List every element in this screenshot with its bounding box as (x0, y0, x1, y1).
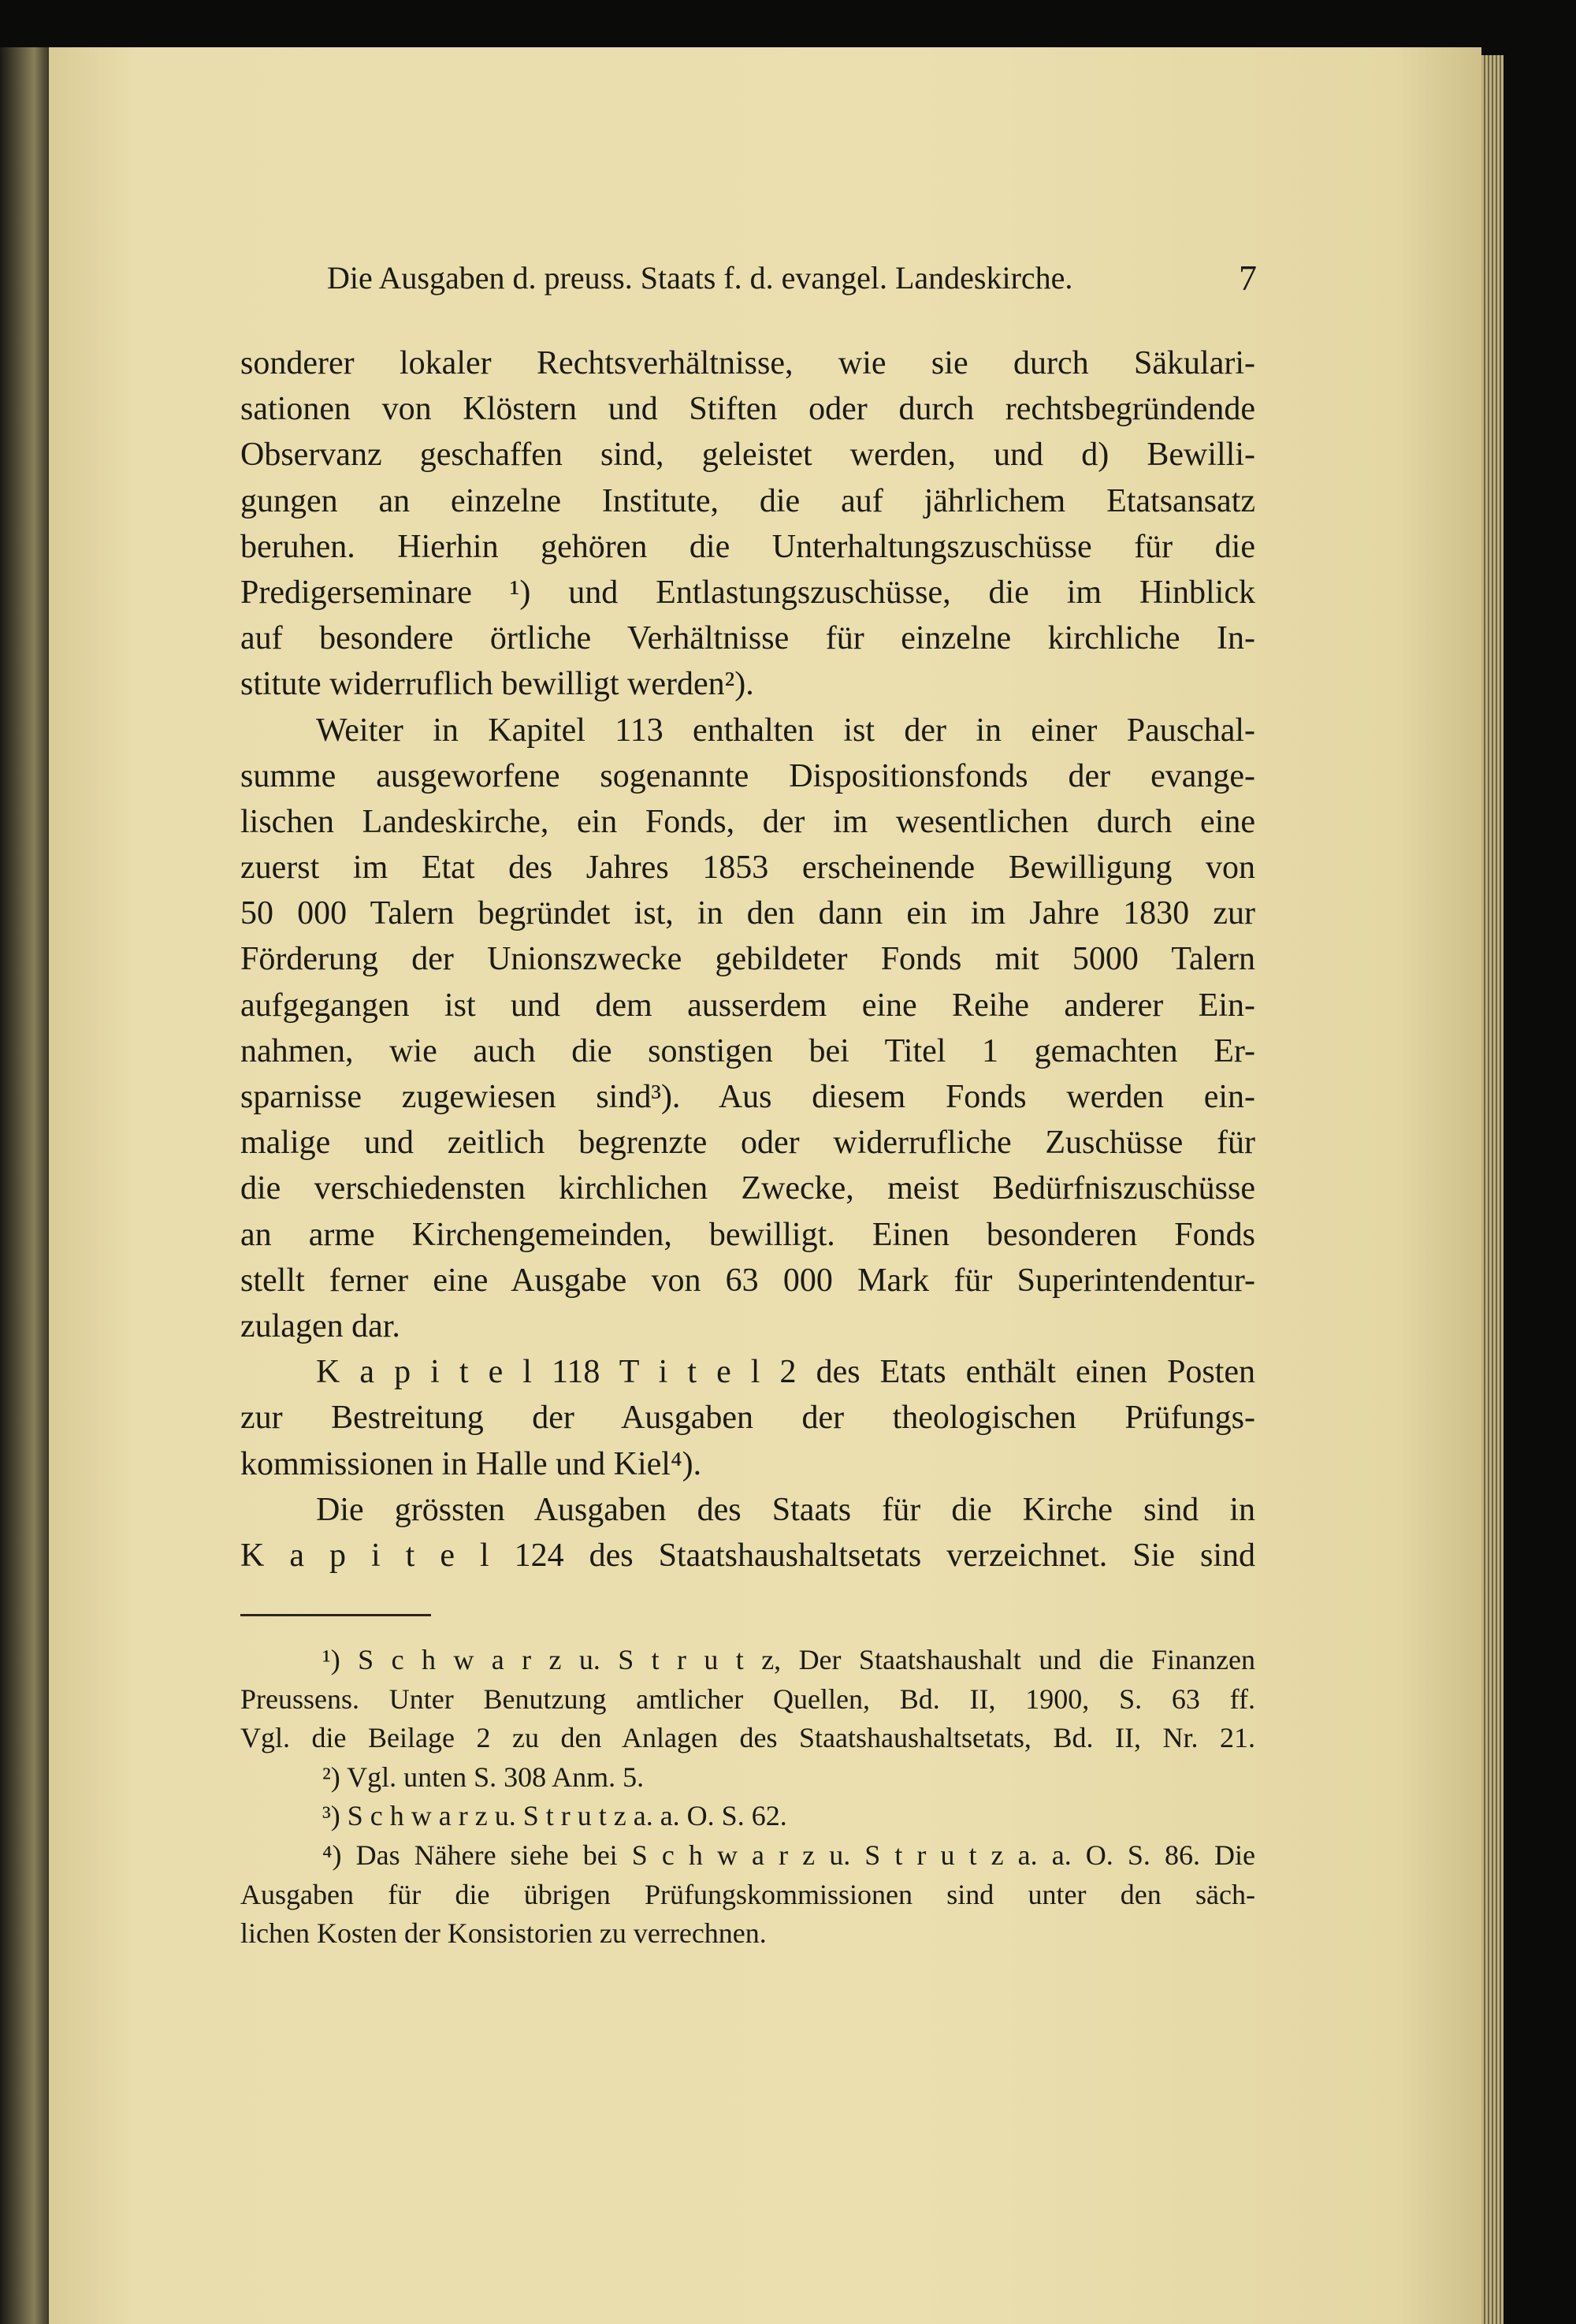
body-line: Predigerseminare ¹) und Entlastungszuschüsse, die im Hinblick (240, 574, 1255, 611)
body-line: malige und zeitlich begrenzte oder widerrufliche Zuschüsse für (240, 1125, 1255, 1162)
running-title: Die Ausgaben d. preuss. Staats f. d. evangel. Landeskirche. (327, 260, 1073, 296)
body-text (240, 340, 1255, 1578)
body-line: beruhen. Hierhin gehören die Unterhaltungszuschüsse für die (240, 528, 1255, 565)
body-line: zur Bestreitung der Ausgaben der theologischen Prüfungs- (240, 1400, 1255, 1437)
page-number: 7 (1239, 258, 1257, 298)
running-header (327, 256, 1257, 300)
body-line: zulagen dar. (240, 1307, 400, 1344)
body-line: stitute widerruflich bewilligt werden²). (240, 666, 754, 703)
page-stack-edges (1481, 55, 1504, 2324)
footnote-line: ³) S c h w a r z u. S t r u t z a. a. O. S. 62. (322, 1800, 787, 1832)
body-line: sparnisse zugewiesen sind³). Aus diesem Fonds werden ein- (240, 1079, 1255, 1115)
footnotes (240, 1641, 1255, 1954)
footnote-separator (240, 1614, 431, 1616)
body-line: summe ausgeworfene sogenannte Dispositionsfonds der evange- (240, 757, 1255, 794)
body-line: kommissionen in Halle und Kiel⁴). (240, 1445, 702, 1482)
body-line: 50 000 Talern begründet ist, in den dann ein im Jahre 1830 zur (240, 895, 1255, 932)
body-line: die verschiedensten kirchlichen Zwecke, meist Bedürfniszuschüsse (240, 1170, 1255, 1207)
body-line: Weiter in Kapitel 113 enthalten ist der in einer Pauschal- (316, 712, 1255, 749)
body-line: sonderer lokaler Rechtsverhältnisse, wie sie durch Säkulari- (240, 345, 1255, 381)
body-line: K a p i t e l 118 T i t e l 2 des Etats enthält einen Posten (316, 1354, 1255, 1391)
body-line: lischen Landeskirche, ein Fonds, der im wesentlichen durch eine (240, 803, 1255, 840)
footnote-line: ⁴) Das Nähere siehe bei S c h w a r z u. S t r u t z a. a. O. S. 86. Die (322, 1839, 1255, 1871)
footnote-line: ¹) S c h w a r z u. S t r u t z, Der Staatshaushalt und die Finanzen (322, 1644, 1255, 1675)
body-line: gungen an einzelne Institute, die auf jährlichem Etatsansatz (240, 482, 1255, 519)
body-line: an arme Kirchengemeinden, bewilligt. Einen besonderen Fonds (240, 1216, 1255, 1253)
body-line: nahmen, wie auch die sonstigen bei Titel 1 gemachten Er- (240, 1032, 1255, 1069)
footnote-line: Preussens. Unter Benutzung amtlicher Quellen, Bd. II, 1900, S. 63 ff. (240, 1683, 1255, 1715)
footnote-line: Vgl. die Beilage 2 zu den Anlagen des Staatshaushaltsetats, Bd. II, Nr. 21. (240, 1722, 1255, 1754)
footnote-line: Ausgaben für die übrigen Prüfungskommissionen sind unter den säch- (240, 1878, 1255, 1910)
body-line: Observanz geschaffen sind, geleistet werden, und d) Bewilli- (240, 437, 1255, 474)
body-line: auf besondere örtliche Verhältnisse für einzelne kirchliche In- (240, 620, 1255, 657)
body-line: Förderung der Unionszwecke gebildeter Fonds mit 5000 Talern (240, 941, 1255, 978)
body-line: aufgegangen ist und dem ausserdem eine Reihe anderer Ein- (240, 987, 1255, 1024)
footnote-line: ²) Vgl. unten S. 308 Anm. 5. (322, 1761, 645, 1793)
body-line: K a p i t e l 124 des Staatshaushaltsetats verzeichnet. Sie sind (240, 1537, 1255, 1574)
body-line: sationen von Klöstern und Stiften oder durch rechtsbegründende (240, 391, 1255, 428)
adjacent-page-edge (0, 47, 49, 2324)
body-line: zuerst im Etat des Jahres 1853 erscheinende Bewilligung von (240, 850, 1255, 887)
body-line: Die grössten Ausgaben des Staats für die Kirche sind in (316, 1491, 1255, 1528)
footnote-line: lichen Kosten der Konsistorien zu verrechnen. (240, 1917, 767, 1950)
body-line: stellt ferner eine Ausgabe von 63 000 Mark für Superintendentur- (240, 1262, 1255, 1299)
